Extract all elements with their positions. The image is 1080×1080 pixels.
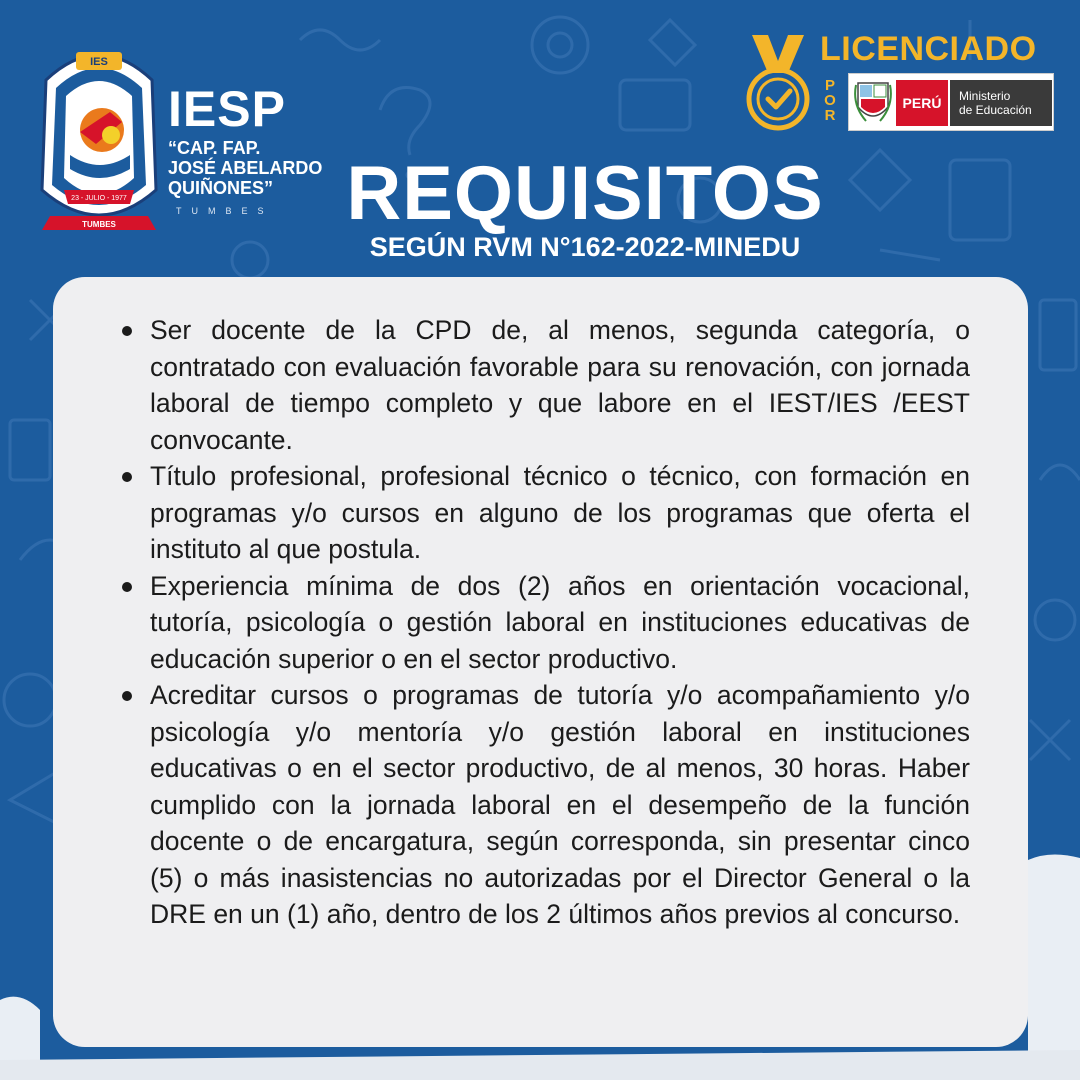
por-letter: R xyxy=(824,107,836,124)
ministerio-line: de Educación xyxy=(959,103,1032,117)
requirements-list xyxy=(98,312,970,933)
peru-label: PERÚ xyxy=(896,80,948,126)
requirement-item: Título profesional, profesional técnico o técnico, con formación en programas y/o cursos en alguno de los programas que oferta el instituto al que postula. xyxy=(98,458,970,568)
requirement-item: Ser docente de la CPD de, al menos, segunda categoría, o contratado con evaluación favorable para su renovación, con jornada laboral de tiempo completo y que labore en el IEST/IES /EEST convocante. xyxy=(98,312,970,458)
page-title: REQUISITOS xyxy=(346,151,824,236)
institute-name-line: QUIÑONES” xyxy=(168,178,274,198)
institute-name-line: JOSÉ ABELARDO xyxy=(168,158,323,178)
por-letter: P xyxy=(824,77,835,94)
page-subtitle: SEGÚN RVM N°162-2022-MINEDU xyxy=(369,232,801,262)
svg-text:23 - JULIO - 1977: 23 - JULIO - 1977 xyxy=(71,195,127,202)
requirement-item: Experiencia mínima de dos (2) años en orientación vocacional, tutoría, psicología o gestión laboral en instituciones educativas de educación superior o en el sector productivo. xyxy=(98,568,970,678)
licensed-label: LICENCIADO xyxy=(820,30,1037,68)
svg-text:IES: IES xyxy=(90,56,108,68)
svg-text:TUMBES: TUMBES xyxy=(82,220,116,229)
institute-city: TUMBES xyxy=(176,206,274,216)
ministerio-line: Ministerio xyxy=(959,89,1011,103)
requirement-item: Acreditar cursos o programas de tutoría y/o acompañamiento y/o psicología y/o mentoría y/o gestión laboral en instituciones educativas o en el sector productivo, de al menos, 30 horas. Haber cumplido con la jornada laboral en el desempeño de la función docente o de encargatura, según corresponda, sin presentar cinco (5) o más inasistencias no autorizadas por el Director General o la DRE en un (1) año, dentro de los 2 últimos años previos al concurso. xyxy=(98,677,970,933)
institute-acronym: IESP xyxy=(168,81,286,137)
institute-name-line: “CAP. FAP. xyxy=(168,138,261,158)
por-letter: O xyxy=(824,92,836,109)
